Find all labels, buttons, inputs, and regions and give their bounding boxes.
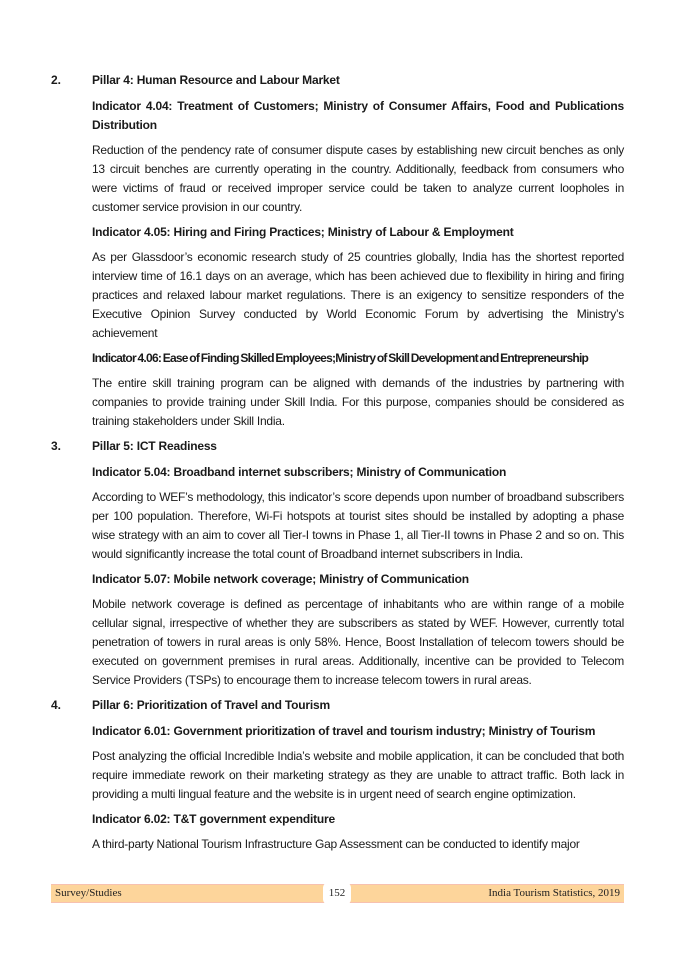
indicator-text: Post analyzing the official Incredible India’s website and mobile application, it can be concluded that both require immediate rework on their marketing strategy as they are unable to attract traffic. Both lack in providing a multi lingual feature and the website is in urgent need of search engine optimization. — [92, 749, 624, 801]
section-pillar-6 — [51, 696, 624, 854]
indicator-text: According to WEF’s methodology, this indicator’s score depends upon number of broadband subscribers per 100 population. Therefore, Wi-Fi hotspots at tourist sites should be installed by adopting a phase wise strategy with an aim to cover all Tier-I towns in Phase 1, all Tier-II towns in Phase 2 and so on. This would significantly increase the total count of Broadband internet subscribers in India. — [92, 490, 624, 561]
indicator-text: Reduction of the pendency rate of consumer dispute cases by establishing new circuit benches as only 13 circuit benches are currently operating in the country. Additionally, feedback from consumers who were victims of fraud or received improper service could be taken to analyze current loopholes in customer service provision in our country. — [92, 143, 624, 214]
section-number: 4. — [51, 698, 62, 712]
document-page — [51, 71, 624, 860]
indicator-title: Indicator 4.05: Hiring and Firing Practices; Ministry of Labour & Employment — [92, 225, 514, 239]
section-number: 3. — [51, 439, 62, 453]
indicator-title: Indicator 5.07: Mobile network coverage; Ministry of Communication — [92, 572, 469, 586]
pillar-title: Pillar 4: Human Resource and Labour Market — [92, 73, 340, 87]
indicator-text: Mobile network coverage is defined as percentage of inhabitants who are within range of a mobile cellular signal, irrespective of whether they are subscribers as stated by WEF. However, currently total penetration of towers in rural areas is only 58%. Hence, Boost Installation of telecom towers should be executed on government premises in rural areas. Additionally, incentive can be provided to Telecom Service Providers (TSPs) to encourage them to increase telecom towers in rural areas. — [92, 597, 624, 687]
pillar-title: Pillar 5: ICT Readiness — [92, 439, 217, 453]
page-number: 152 — [323, 882, 351, 905]
indicator-title: Indicator 4.06: Ease of Finding Skilled Employees;Ministry of Skill Development and Entrepreneurship — [92, 351, 589, 365]
section-pillar-5 — [51, 437, 624, 690]
indicator-text: The entire skill training program can be aligned with demands of the industries by partnering with companies to provide training under Skill India. For this purpose, companies should be considered as training stakeholders under Skill India. — [92, 376, 624, 428]
section-number: 2. — [51, 73, 62, 87]
section-pillar-4 — [51, 71, 624, 431]
page-footer — [51, 884, 624, 903]
pillar-title: Pillar 6: Prioritization of Travel and Tourism — [92, 698, 330, 712]
indicator-title: Indicator 6.02: T&T government expenditure — [92, 812, 335, 826]
footer-section-label: Survey/Studies — [55, 887, 122, 899]
indicator-text: A third-party National Tourism Infrastructure Gap Assessment can be conducted to identify major — [92, 837, 580, 851]
indicator-text: As per Glassdoor’s economic research study of 25 countries globally, India has the shortest reported interview time of 16.1 days on an average, which has been achieved due to flexibility in hiring and firing practices and relaxed labour market regulations. There is an exigency to sensitize responders of the Executive Opinion Survey conducted by World Economic Forum by advertising the Ministry’s achievement — [92, 250, 624, 340]
indicator-title: Indicator 6.01: Government prioritization of travel and tourism industry; Ministry of Tourism — [92, 724, 596, 738]
indicator-title: Indicator 5.04: Broadband internet subscribers; Ministry of Communication — [92, 465, 507, 479]
footer-publication-title: India Tourism Statistics, 2019 — [488, 887, 620, 899]
indicator-title: Indicator 4.04: Treatment of Customers; Ministry of Consumer Affairs, Food and Publications Distribution — [92, 99, 624, 132]
